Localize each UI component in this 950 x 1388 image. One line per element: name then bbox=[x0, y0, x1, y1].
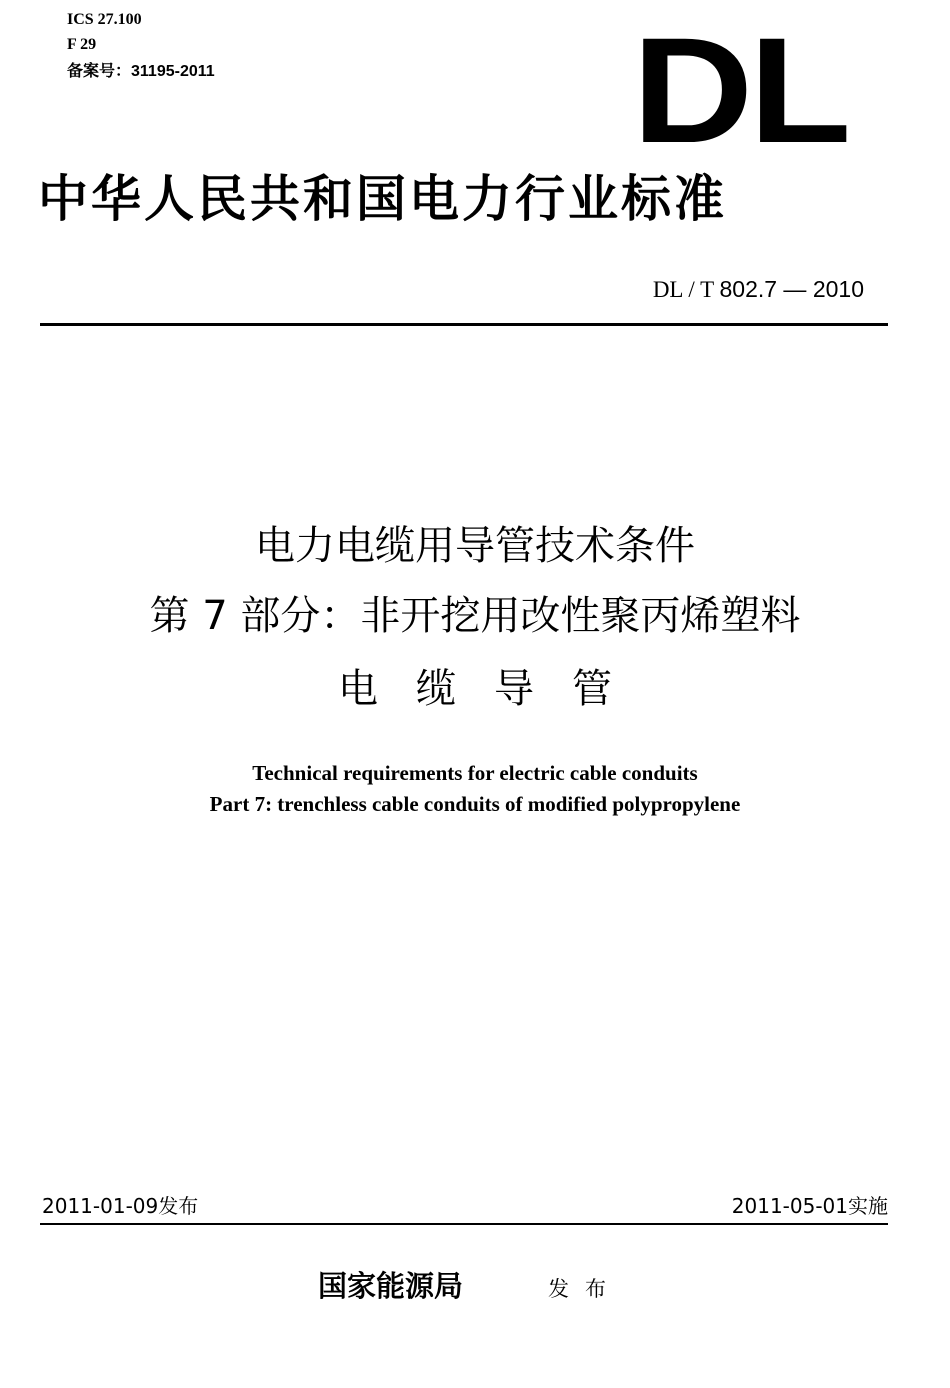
footer-divider bbox=[40, 1223, 888, 1225]
standard-number-value: 802.7 — 2010 bbox=[719, 276, 864, 302]
dl-logo: DL bbox=[632, 6, 847, 174]
standard-category: 中华人民共和国电力行业标准 bbox=[38, 169, 727, 228]
filing-number: 备案号：31195-2011 bbox=[67, 63, 215, 80]
implementation-date: 2011-05-01实施 bbox=[731, 1194, 888, 1218]
title-cn-line-1: 电力电缆用导管技术条件 bbox=[255, 523, 695, 569]
issuer-action: 发布 bbox=[548, 1277, 622, 1301]
title-en-line-2: Part 7: trenchless cable conduits of modified polypropylene bbox=[209, 792, 741, 816]
classification-code: F 29 bbox=[67, 36, 97, 53]
issuer-name: 国家能源局 bbox=[318, 1269, 464, 1303]
header-divider bbox=[40, 323, 888, 326]
ics-code: ICS 27.100 bbox=[67, 11, 142, 28]
standard-number-prefix: DL / T bbox=[652, 277, 714, 302]
title-en-line-1: Technical requirements for electric cable conduits bbox=[252, 761, 698, 785]
title-cn-line-2: 第 7 部分：非开挖用改性聚丙烯塑料 bbox=[149, 593, 801, 639]
issue-date: 2011-01-09发布 bbox=[42, 1194, 199, 1218]
title-cn-line-3: 电缆导管 bbox=[338, 666, 650, 712]
standard-number bbox=[653, 275, 864, 304]
